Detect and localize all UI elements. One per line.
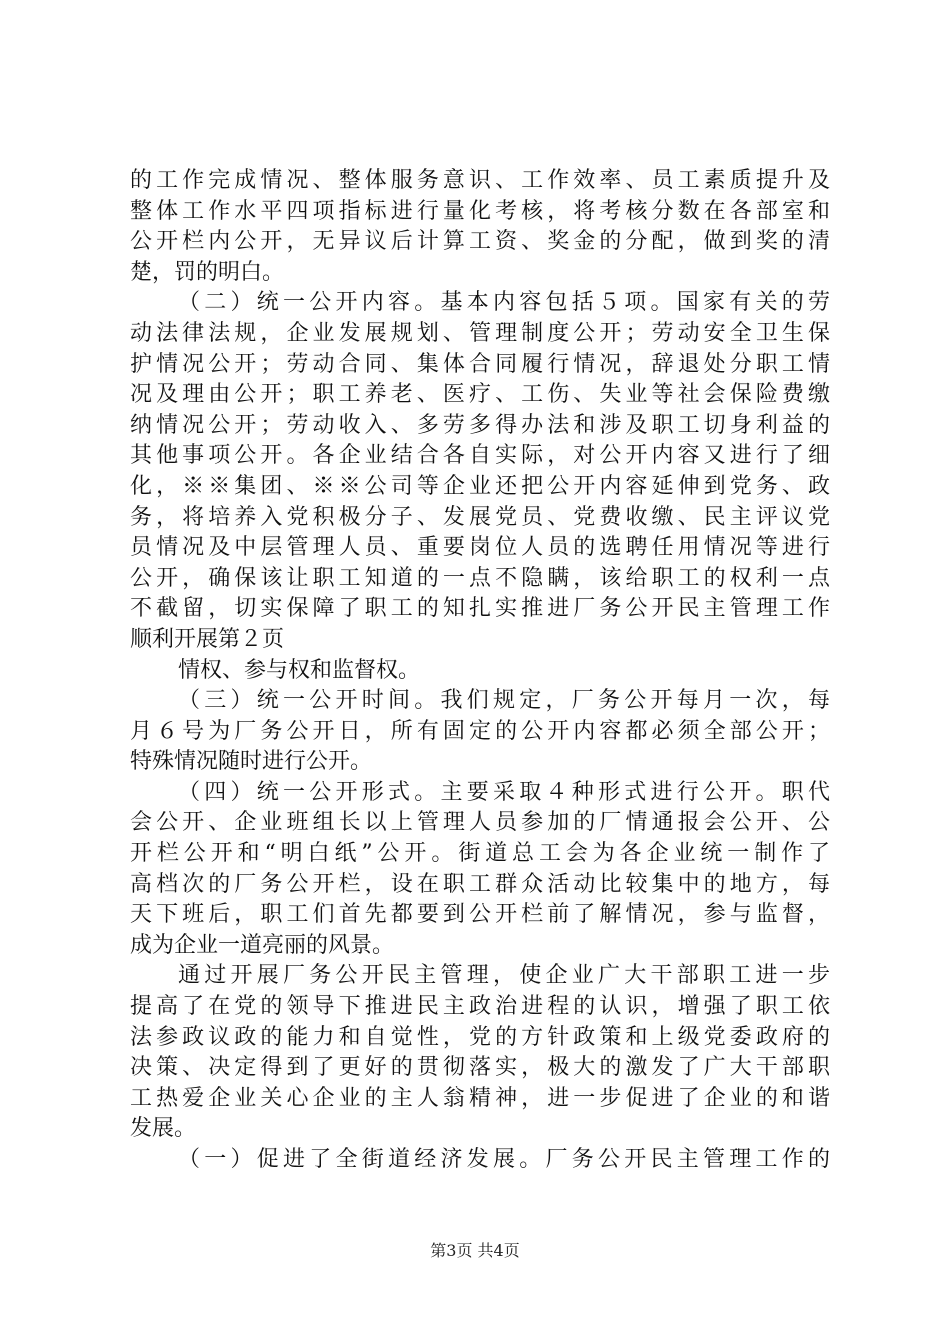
text-line: 顺利开展第２页 [130,626,285,652]
text-line: 工热爱企业关心企业的主人翁精神，进一步促进了企业的和谐 [130,1085,830,1111]
text-line: 高档次的厂务公开栏，设在职工群众活动比较集中的地方，每 [130,871,830,897]
text-line: 员情况及中层管理人员、重要岗位人员的选聘任用情况等进行 [130,535,830,561]
text-line: 动法律法规，企业发展规划、管理制度公开；劳动安全卫生保 [130,320,830,346]
text-line: 情权、参与权和监督权。 [178,657,421,683]
text-line: （一）促进了全街道经济发展。厂务公开民主管理工作的 [178,1147,830,1172]
text-line: 发展。 [130,1116,197,1142]
text-line: 不截留，切实保障了职工的知扎实推进厂务公开民主管理工作 [130,596,830,622]
text-line: 公开栏内公开，无异议后计算工资、奖金的分配，做到奖的清 [130,229,830,255]
text-line: 会公开、企业班组长以上管理人员参加的厂情通报会公开、公 [130,810,830,836]
text-line: 的工作完成情况、整体服务意识、工作效率、员工素质提升及 [130,168,830,193]
text-line: 整体工作水平四项指标进行量化考核，将考核分数在各部室和 [130,198,830,224]
text-line: 月６号为厂务公开日，所有固定的公开内容都必须全部公开； [130,718,830,744]
text-line: 其他事项公开。各企业结合各自实际，对公开内容又进行了细 [130,443,830,469]
text-line: 楚，罚的明白。 [130,259,285,285]
text-line: 公开，确保该让职工知道的一点不隐瞒，该给职工的权利一点 [130,565,830,591]
document-body [130,166,830,1176]
text-line: （四）统一公开形式。主要采取４种形式进行公开。职代 [178,779,830,805]
text-line: 化，※※集团、※※公司等企业还把公开内容延伸到党务、政 [130,473,830,499]
text-line: 开栏公开和“明白纸”公开。街道总工会为各企业统一制作了 [130,841,830,867]
text-line: 况及理由公开；职工养老、医疗、工伤、失业等社会保险费缴 [130,382,830,408]
page-footer [0,1240,950,1262]
text-line: 纳情况公开；劳动收入、多劳多得办法和涉及职工切身利益的 [130,412,830,438]
text-line: 特殊情况随时进行公开。 [130,749,373,775]
text-line: 护情况公开；劳动合同、集体合同履行情况，辞退处分职工情 [130,351,830,377]
text-line: 决策、决定得到了更好的贯彻落实，极大的激发了广大干部职 [130,1055,830,1081]
text-line: 通过开展厂务公开民主管理，使企业广大干部职工进一步 [178,963,830,989]
text-line: 法参政议政的能力和自觉性，党的方针政策和上级党委政府的 [130,1024,830,1050]
text-line: （二）统一公开内容。基本内容包括５项。国家有关的劳 [178,290,830,316]
text-line: 提高了在党的领导下推进民主政治进程的认识，增强了职工依 [130,994,830,1020]
text-line: 务，将培养入党积极分子、发展党员、党费收缴、民主评议党 [130,504,830,530]
page-number-label: 第3页 共4页 [430,1241,520,1260]
text-line: 成为企业一道亮丽的风景。 [130,932,395,958]
text-line: 天下班后，职工们首先都要到公开栏前了解情况，参与监督， [130,902,830,928]
text-line: （三）统一公开时间。我们规定，厂务公开每月一次，每 [178,688,830,714]
